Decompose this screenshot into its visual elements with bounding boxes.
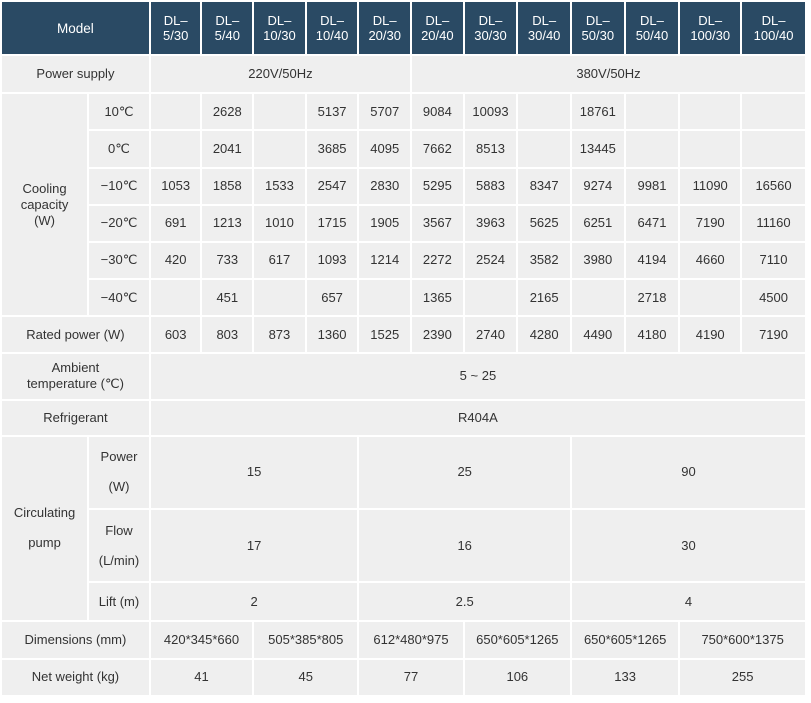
power-supply-label: Power supply	[2, 56, 149, 92]
cooling-value: 2272	[412, 243, 463, 278]
cooling-value: 9274	[572, 169, 624, 204]
dimensions-value: 650*605*1265	[465, 622, 570, 658]
net-weight-value: 106	[465, 660, 570, 695]
cooling-value: 5883	[465, 169, 517, 204]
cooling-temp: −30℃	[89, 243, 149, 278]
cooling-value: 1093	[307, 243, 358, 278]
pump-lift-value: 4	[572, 583, 805, 619]
model-dl-10-40: DL– 10/40	[307, 2, 358, 54]
cooling-row-minus10c	[2, 169, 805, 204]
rated-power-value: 2740	[465, 317, 517, 352]
cooling-value: 1010	[254, 206, 305, 241]
net-weight-value: 41	[151, 660, 252, 695]
cooling-value: 16560	[742, 169, 805, 204]
net-weight-value: 45	[254, 660, 357, 695]
pump-power-value: 15	[151, 437, 358, 508]
cooling-value: 9981	[626, 169, 679, 204]
cooling-value	[151, 131, 201, 166]
pump-lift-value: 2.5	[359, 583, 570, 619]
model-dl-30-30: DL– 30/30	[465, 2, 517, 54]
cooling-value: 18761	[572, 94, 624, 129]
cooling-value: 13445	[572, 131, 624, 166]
pump-power-label: Power (W)	[89, 437, 149, 508]
cooling-value: 1214	[359, 243, 410, 278]
net-weight-label: Net weight (kg)	[2, 660, 149, 695]
net-weight-value: 77	[359, 660, 462, 695]
cooling-value: 2628	[202, 94, 252, 129]
cooling-row-0c	[2, 131, 805, 166]
ambient-value: 5 ~ 25	[151, 354, 805, 398]
cooling-value: 657	[307, 280, 358, 315]
pump-flow-value: 16	[359, 510, 570, 581]
power-supply-row	[2, 56, 805, 92]
cooling-value: 1053	[151, 169, 201, 204]
cooling-value: 5137	[307, 94, 358, 129]
cooling-value: 733	[202, 243, 252, 278]
cooling-value	[742, 131, 805, 166]
cooling-value	[518, 131, 570, 166]
cooling-capacity-label: Cooling capacity (W)	[2, 94, 87, 315]
cooling-value: 10093	[465, 94, 517, 129]
ambient-label: Ambient temperature (℃)	[2, 354, 149, 398]
cooling-value: 9084	[412, 94, 463, 129]
refrigerant-value: R404A	[151, 401, 805, 435]
cooling-temp: 0℃	[89, 131, 149, 166]
pump-lift-row	[2, 583, 805, 619]
cooling-value: 2041	[202, 131, 252, 166]
cooling-value	[465, 280, 517, 315]
cooling-value: 5625	[518, 206, 570, 241]
ambient-row	[2, 354, 805, 398]
cooling-value	[151, 280, 201, 315]
cooling-value: 3567	[412, 206, 463, 241]
cooling-row-minus20c	[2, 206, 805, 241]
cooling-temp: 10℃	[89, 94, 149, 129]
dimensions-value: 650*605*1265	[572, 622, 678, 658]
rated-power-value: 4280	[518, 317, 570, 352]
model-dl-100-30: DL– 100/30	[680, 2, 740, 54]
dimensions-value: 750*600*1375	[680, 622, 805, 658]
refrigerant-label: Refrigerant	[2, 401, 149, 435]
cooling-row-10c	[2, 94, 805, 129]
cooling-temp: −10℃	[89, 169, 149, 204]
model-dl-30-40: DL– 30/40	[518, 2, 570, 54]
cooling-value: 451	[202, 280, 252, 315]
rated-power-value: 4180	[626, 317, 679, 352]
cooling-value: 3980	[572, 243, 624, 278]
cooling-value: 3582	[518, 243, 570, 278]
rated-power-label: Rated power (W)	[2, 317, 149, 352]
cooling-temp: −40℃	[89, 280, 149, 315]
cooling-value: 5707	[359, 94, 410, 129]
cooling-value	[518, 94, 570, 129]
net-weight-row	[2, 660, 805, 695]
cooling-value: 7190	[680, 206, 740, 241]
cooling-value: 2524	[465, 243, 517, 278]
model-dl-50-30: DL– 50/30	[572, 2, 624, 54]
cooling-value: 691	[151, 206, 201, 241]
cooling-value: 6471	[626, 206, 679, 241]
rated-power-row	[2, 317, 805, 352]
model-dl-5-40: DL– 5/40	[202, 2, 252, 54]
cooling-value: 8347	[518, 169, 570, 204]
power-supply-380v: 380V/50Hz	[412, 56, 805, 92]
cooling-value	[680, 280, 740, 315]
power-supply-220v: 220V/50Hz	[151, 56, 410, 92]
cooling-value: 1715	[307, 206, 358, 241]
rated-power-value: 2390	[412, 317, 463, 352]
cooling-value: 1213	[202, 206, 252, 241]
cooling-value: 1533	[254, 169, 305, 204]
cooling-value: 1905	[359, 206, 410, 241]
rated-power-value: 1525	[359, 317, 410, 352]
model-dl-100-40: DL– 100/40	[742, 2, 805, 54]
cooling-value	[254, 94, 305, 129]
pump-flow-value: 30	[572, 510, 805, 581]
dimensions-value: 505*385*805	[254, 622, 357, 658]
model-dl-50-40: DL– 50/40	[626, 2, 679, 54]
pump-flow-row	[2, 510, 805, 581]
cooling-value	[572, 280, 624, 315]
net-weight-value: 133	[572, 660, 678, 695]
cooling-value: 2547	[307, 169, 358, 204]
rated-power-value: 803	[202, 317, 252, 352]
model-dl-20-30: DL– 20/30	[359, 2, 410, 54]
cooling-value: 3685	[307, 131, 358, 166]
rated-power-value: 4490	[572, 317, 624, 352]
pump-power-value: 90	[572, 437, 805, 508]
rated-power-value: 873	[254, 317, 305, 352]
pump-power-value: 25	[359, 437, 570, 508]
cooling-value: 2165	[518, 280, 570, 315]
cooling-value	[742, 94, 805, 129]
cooling-value: 8513	[465, 131, 517, 166]
cooling-value	[680, 131, 740, 166]
model-dl-5-30: DL– 5/30	[151, 2, 201, 54]
cooling-row-minus30c	[2, 243, 805, 278]
cooling-value: 5295	[412, 169, 463, 204]
pump-power-row	[2, 437, 805, 508]
header-row	[2, 2, 805, 54]
cooling-value	[254, 131, 305, 166]
cooling-value	[626, 94, 679, 129]
cooling-value: 3963	[465, 206, 517, 241]
cooling-row-minus40c	[2, 280, 805, 315]
cooling-value: 7662	[412, 131, 463, 166]
cooling-value: 1858	[202, 169, 252, 204]
cooling-value	[254, 280, 305, 315]
dimensions-value: 420*345*660	[151, 622, 252, 658]
dimensions-value: 612*480*975	[359, 622, 462, 658]
net-weight-value: 255	[680, 660, 805, 695]
cooling-value: 7110	[742, 243, 805, 278]
model-dl-10-30: DL– 10/30	[254, 2, 305, 54]
cooling-value: 1365	[412, 280, 463, 315]
cooling-value	[626, 131, 679, 166]
cooling-value: 617	[254, 243, 305, 278]
cooling-value: 4500	[742, 280, 805, 315]
cooling-value: 11090	[680, 169, 740, 204]
cooling-value: 6251	[572, 206, 624, 241]
rated-power-value: 7190	[742, 317, 805, 352]
circulating-pump-label: Circulating pump	[2, 437, 87, 620]
pump-flow-label: Flow (L/min)	[89, 510, 149, 581]
rated-power-value: 1360	[307, 317, 358, 352]
rated-power-value: 4190	[680, 317, 740, 352]
cooling-value: 4095	[359, 131, 410, 166]
cooling-value: 2830	[359, 169, 410, 204]
dimensions-row	[2, 622, 805, 658]
cooling-value	[680, 94, 740, 129]
cooling-value: 4660	[680, 243, 740, 278]
rated-power-value: 603	[151, 317, 201, 352]
cooling-value: 11160	[742, 206, 805, 241]
cooling-temp: −20℃	[89, 206, 149, 241]
cooling-value: 2718	[626, 280, 679, 315]
model-dl-20-40: DL– 20/40	[412, 2, 463, 54]
cooling-value: 4194	[626, 243, 679, 278]
pump-flow-value: 17	[151, 510, 358, 581]
cooling-value: 420	[151, 243, 201, 278]
pump-lift-label: Lift (m)	[89, 583, 149, 619]
cooling-value	[359, 280, 410, 315]
pump-lift-value: 2	[151, 583, 358, 619]
cooling-value	[151, 94, 201, 129]
refrigerant-row	[2, 401, 805, 435]
dimensions-label: Dimensions (mm)	[2, 622, 149, 658]
model-header: Model	[2, 2, 149, 54]
